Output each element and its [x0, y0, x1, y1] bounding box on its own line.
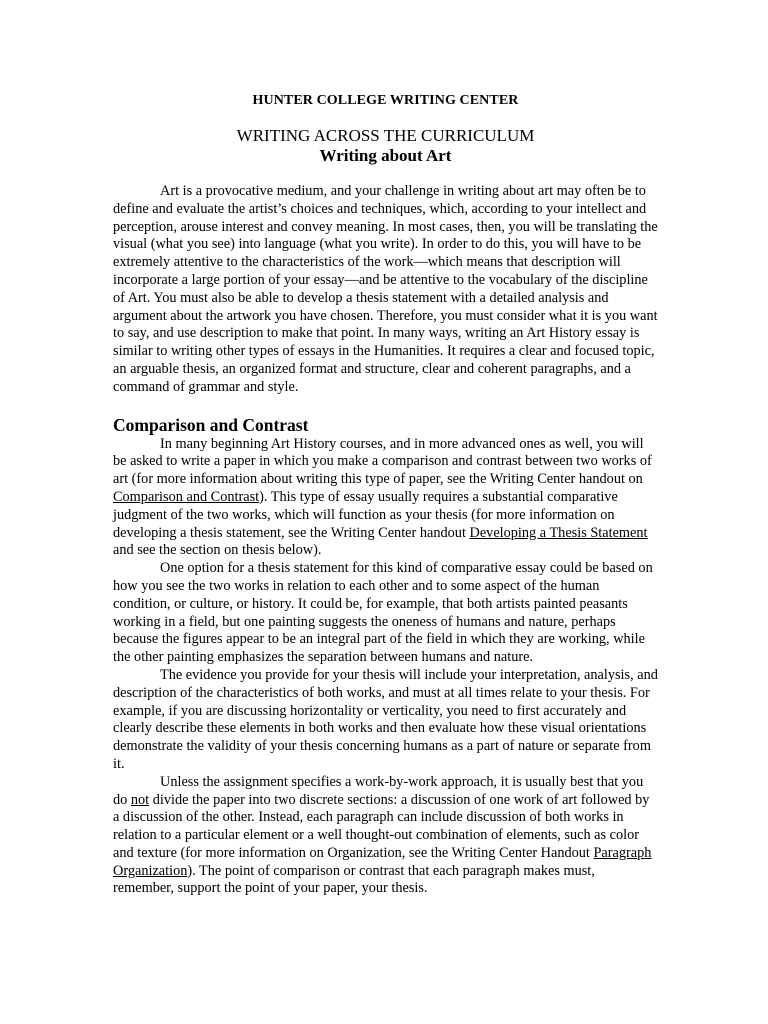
paragraph-comparison-intro — [113, 436, 658, 561]
document-page — [113, 92, 658, 898]
paragraph-evidence: The evidence you provide for your thesis will include your interpretation, analysis, and description of the characteristics of both works, and must at all times relate to your thesis. For example, if you are discussing horizontality or verticality, you need to first accurately and clearly describe these elements in both works and then evaluate how these visual orientations demonstrate the validity of your thesis concerning humans as a part of nature or separate from it. — [113, 666, 658, 772]
paragraph-text: ). The point of comparison or contrast that each paragraph makes must, remember, support the point of your paper, your thesis. — [113, 862, 595, 897]
paragraph-text: divide the paper into two discrete sections: a discussion of one work of art followed by a discussion of the other. Instead, each paragraph can include discussion of both works in relation to a particular element or a well thought-out combination of elements, such as color and texture (for more information on Organization, see the Writing Center Handout — [113, 791, 650, 861]
emphasis-not: not — [130, 791, 150, 808]
section-heading: Comparison and Contrast — [113, 414, 309, 435]
paragraph-text: In many beginning Art History courses, and in more advanced ones as well, you will be asked to write a paper in which you make a comparison and contrast between two works of art (for more information about writing this type of paper, see the Writing Center handout on — [113, 435, 652, 488]
paragraph-text: and see the section on thesis below). — [113, 542, 322, 559]
handout-reference-thesis-statement: Developing a Thesis Statement — [469, 524, 648, 541]
org-header: HUNTER COLLEGE WRITING CENTER — [252, 93, 519, 108]
series-title: WRITING ACROSS THE CURRICULUM — [236, 126, 535, 145]
paragraph-thesis-option: One option for a thesis statement for this kind of comparative essay could be based on how you see the two works in relation to each other and to some aspect of the human condition, or culture, or history. It could be, for example, that both artists painted peasants working in a field, but one painting suggests the oneness of humans and nature, perhaps because the figures appear to be an integral part of the field in which they are working, while the other painting emphasizes the separation between humans and nature. — [113, 560, 653, 666]
paragraph-organization — [113, 774, 658, 899]
paragraph-text: Unless the assignment specifies a work-by-work approach, it is usually best that you do — [113, 773, 644, 808]
handout-reference-comparison-contrast: Comparison and Contrast — [113, 488, 260, 505]
handout-reference-paragraph-organization: Paragraph Organization — [113, 844, 652, 879]
intro-paragraph: Art is a provocative medium, and your challenge in writing about art may often be to define and evaluate the artist’s choices and techniques, which, according to your intellect and perception, arouse interest and convey meaning. In most cases, then, you will be translating the visual (what you see) into language (what you write). In order to do this, you will have to be extremely attentive to the characteristics of the work—which means that description will incorporate a large portion of your essay—and be attentive to the vocabulary of the discipline of Art. You must also be able to develop a thesis statement with a detailed analysis and argument about the artwork you have chosen. Therefore, you must consider what it is you want to say, and use description to make that point. In many ways, writing an Art History essay is similar to writing other types of essays in the Humanities. It requires a clear and focused topic, an arguable thesis, an organized format and structure, clear and coherent paragraphs, and a command of grammar and style. — [113, 183, 658, 395]
paragraph-text: ). This type of essay usually requires a substantial comparative judgment of the two works, which will function as your thesis (for more information on developing a thesis statement, see the Writing Center handout — [113, 488, 618, 541]
document-title: Writing about Art — [319, 146, 452, 165]
